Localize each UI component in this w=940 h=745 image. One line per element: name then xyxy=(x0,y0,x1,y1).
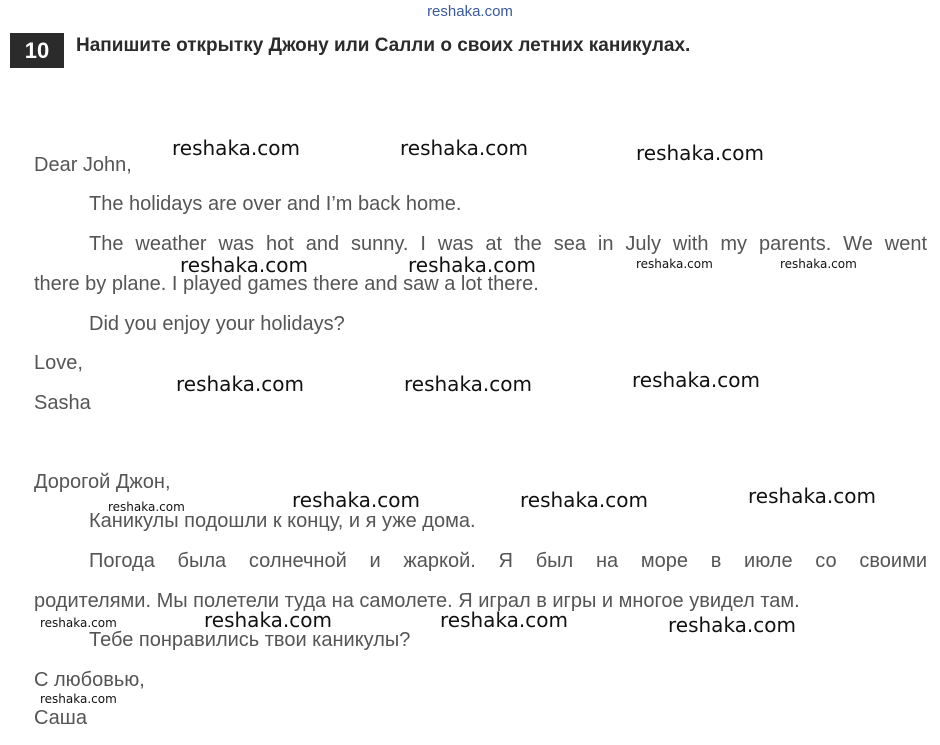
english-greeting: Dear John, xyxy=(34,154,132,176)
russian-closing: С любовью, xyxy=(34,669,145,691)
watermark: reshaka.com xyxy=(292,488,420,512)
watermark: reshaka.com xyxy=(636,141,764,165)
watermark: reshaka.com xyxy=(400,136,528,160)
russian-paragraph-2-line-2: родителями. Мы полетели туда на самолете. Я играл в игры и многое увидел там. xyxy=(34,590,800,612)
watermark: reshaka.com xyxy=(108,500,185,514)
watermark: reshaka.com xyxy=(636,257,713,271)
watermark: reshaka.com xyxy=(40,692,117,706)
task-number: 10 xyxy=(10,33,64,68)
watermark: reshaka.com xyxy=(204,608,332,632)
english-signature: Sasha xyxy=(34,392,91,414)
russian-paragraph-3: Тебе понравились твои каникулы? xyxy=(89,629,411,651)
watermark: reshaka.com xyxy=(180,253,308,277)
russian-paragraph-2-line-1: Погода была солнечной и жаркой. Я был на море в июле со своими xyxy=(89,550,927,572)
watermark: reshaka.com xyxy=(408,253,536,277)
watermark: reshaka.com xyxy=(40,616,117,630)
watermark: reshaka.com xyxy=(176,372,304,396)
site-link[interactable]: reshaka.com xyxy=(427,3,513,20)
watermark: reshaka.com xyxy=(748,484,876,508)
russian-greeting: Дорогой Джон, xyxy=(34,471,171,493)
watermark: reshaka.com xyxy=(440,608,568,632)
watermark: reshaka.com xyxy=(632,368,760,392)
watermark: reshaka.com xyxy=(668,613,796,637)
task-title: Напишите открытку Джону или Салли о своих летних каникулах. xyxy=(76,35,691,56)
watermark: reshaka.com xyxy=(780,257,857,271)
english-closing: Love, xyxy=(34,352,83,374)
english-paragraph-2-line-1: The weather was hot and sunny. I was at the sea in July with my parents. We went xyxy=(89,233,927,255)
russian-signature: Саша xyxy=(34,707,87,729)
russian-paragraph-1: Каникулы подошли к концу, и я уже дома. xyxy=(89,510,476,532)
watermark: reshaka.com xyxy=(520,488,648,512)
english-paragraph-3: Did you enjoy your holidays? xyxy=(89,313,345,335)
watermark: reshaka.com xyxy=(172,136,300,160)
english-paragraph-2-line-2: there by plane. I played games there and saw a lot there. xyxy=(34,273,539,295)
english-paragraph-1: The holidays are over and I’m back home. xyxy=(89,193,462,215)
watermark: reshaka.com xyxy=(404,372,532,396)
